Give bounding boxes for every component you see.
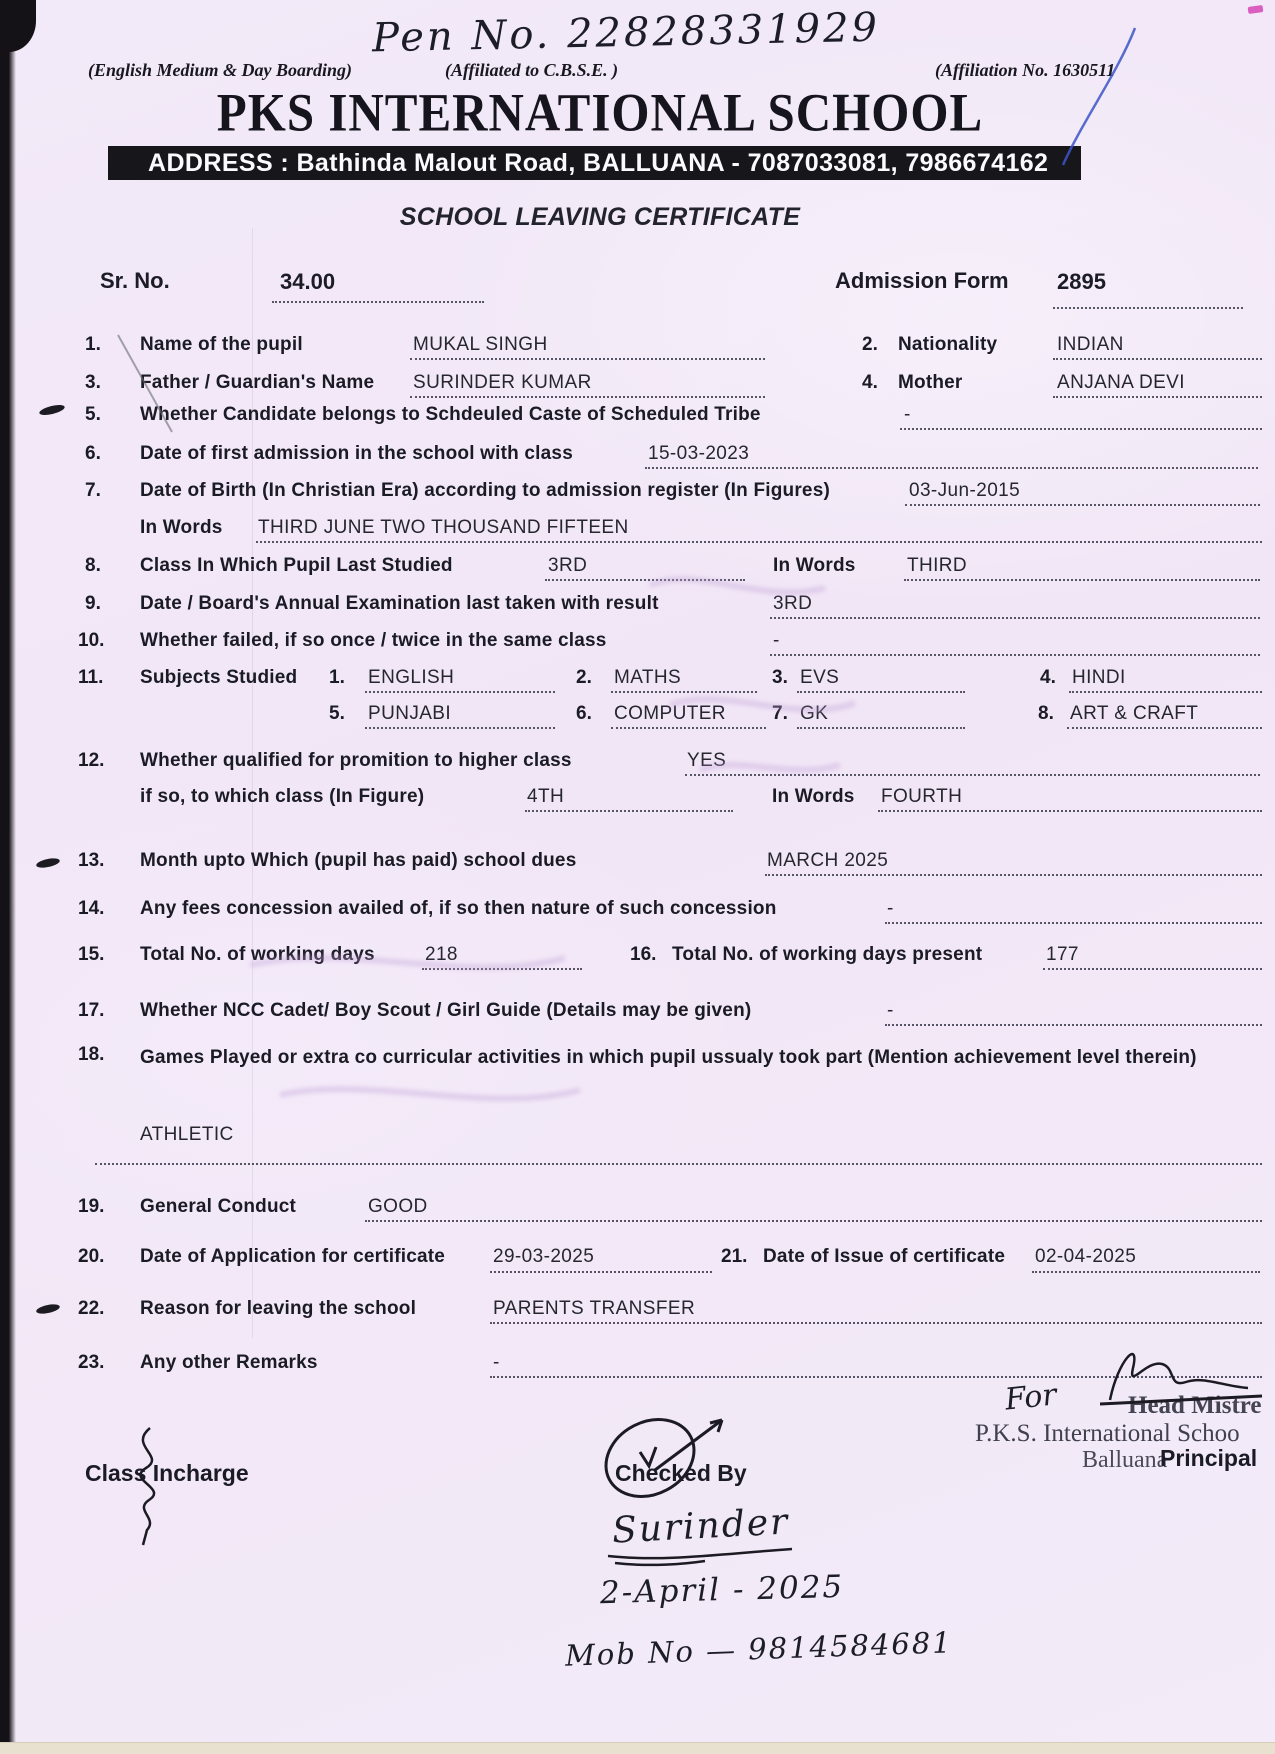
subject-7-number: 7. (772, 703, 788, 724)
dotted-line (765, 874, 1262, 876)
conduct-number: 19. (78, 1196, 105, 1217)
dotted-line (1069, 691, 1262, 693)
qualified-label: Whether qualified for promition to higher class (140, 750, 572, 771)
handwritten-date: 2-April - 2025 (599, 1568, 845, 1612)
dotted-line (797, 727, 965, 729)
class-incharge-label: Class Incharge (85, 1460, 249, 1486)
application-date-value: 29-03-2025 (493, 1246, 595, 1267)
handwritten-pen-number: Pen No. 22828331929 (371, 4, 881, 62)
sr-no-value: 34.00 (280, 269, 336, 294)
dotted-line (1043, 968, 1262, 970)
dotted-line (904, 579, 1260, 581)
dotted-line (1053, 307, 1243, 309)
working-days-number: 15. (78, 944, 105, 965)
issue-date-value: 02-04-2025 (1035, 1246, 1137, 1267)
last-exam-number: 9. (85, 593, 101, 614)
dotted-line (410, 396, 765, 398)
last-class-value: 3RD (548, 555, 588, 576)
dotted-line (365, 691, 555, 693)
qualified-words-label: In Words (772, 786, 855, 807)
dotted-line (685, 774, 1260, 776)
admission-form-value: 2895 (1057, 269, 1106, 294)
dotted-line (645, 467, 1258, 469)
nationality-value: INDIAN (1057, 334, 1124, 355)
dotted-line (770, 617, 1260, 619)
pupil-name-label: Name of the pupil (140, 334, 303, 355)
dotted-line (256, 541, 1262, 543)
dob-label: Date of Birth (In Christian Era) according to admission register (In Figures) (140, 480, 830, 501)
dotted-line (490, 1376, 1262, 1378)
affiliated-note: (Affiliated to C.B.S.E. ) (445, 60, 619, 80)
dob-value: 03-Jun-2015 (909, 480, 1021, 501)
first-admission-value: 15-03-2023 (648, 443, 750, 464)
subject-2-value: MATHS (614, 667, 682, 688)
dob-words-value: THIRD JUNE TWO THOUSAND FIFTEEN (258, 517, 629, 538)
subject-4-value: HINDI (1072, 667, 1126, 688)
qualified-words-value: FOURTH (881, 786, 963, 807)
scan-corner-blob (0, 0, 36, 52)
pupil-name-value: MUKAL SINGH (413, 334, 548, 355)
mother-name-value: ANJANA DEVI (1057, 372, 1185, 393)
subject-5-value: PUNJABI (368, 703, 452, 724)
subject-5-number: 5. (329, 703, 345, 724)
dotted-line (905, 504, 1260, 506)
dotted-line (1053, 396, 1262, 398)
ncc-number: 17. (78, 1000, 105, 1021)
dues-number: 13. (78, 850, 105, 871)
stamp-head-mistress: Head Mistre (1128, 1392, 1262, 1419)
subject-4-number: 4. (1040, 667, 1056, 688)
subject-3-number: 3. (772, 667, 788, 688)
concession-value: - (887, 898, 894, 919)
subject-2-number: 2. (576, 667, 592, 688)
dob-words-label: In Words (140, 517, 223, 538)
last-class-words-value: THIRD (907, 555, 968, 576)
dotted-line (422, 968, 582, 970)
working-days-label: Total No. of working days (140, 944, 375, 965)
subjects-number: 11. (78, 667, 104, 688)
scan-mark-magenta (1248, 5, 1264, 14)
qualified-value: YES (687, 750, 727, 771)
remarks-label: Any other Remarks (140, 1352, 318, 1373)
mother-name-number: 4. (862, 372, 878, 393)
dotted-line (1067, 727, 1262, 729)
concession-number: 14. (78, 898, 105, 919)
issue-date-label: Date of Issue of certificate (763, 1246, 1006, 1267)
paper-fold-line (252, 228, 253, 1338)
present-days-number: 16. (630, 944, 657, 965)
signature-underline (608, 1549, 792, 1565)
caste-label: Whether Candidate belongs to Schdeuled Caste of Scheduled Tribe (140, 404, 761, 425)
last-exam-value: 3RD (773, 593, 813, 614)
dotted-line (410, 358, 765, 360)
games-value: ATHLETIC (140, 1124, 234, 1145)
last-class-words-label: In Words (773, 555, 856, 576)
failed-label: Whether failed, if so once / twice in the same class (140, 630, 607, 651)
dotted-line (611, 727, 766, 729)
last-class-number: 8. (85, 555, 101, 576)
failed-value: - (773, 630, 780, 651)
application-date-number: 20. (78, 1246, 105, 1267)
working-days-value: 218 (425, 944, 458, 965)
qualified-sub-label: if so, to which class (In Figure) (140, 786, 425, 807)
dues-label: Month upto Which (pupil has paid) school dues (140, 850, 577, 871)
dotted-line (770, 654, 1260, 656)
dotted-line (797, 691, 965, 693)
stamp-school-name: P.K.S. International Schoo (975, 1420, 1240, 1447)
remarks-number: 23. (78, 1352, 105, 1373)
dotted-line (885, 922, 1262, 924)
last-class-label: Class In Which Pupil Last Studied (140, 555, 453, 576)
dues-value: MARCH 2025 (767, 850, 889, 871)
concession-label: Any fees concession availed of, if so then nature of such concession (140, 898, 777, 919)
caste-value: - (904, 404, 911, 425)
subject-8-value: ART & CRAFT (1070, 703, 1199, 724)
dotted-line (885, 1024, 1262, 1026)
caste-number: 5. (85, 404, 101, 425)
conduct-value: GOOD (368, 1196, 428, 1217)
dotted-line (365, 1220, 1262, 1222)
dob-number: 7. (85, 480, 101, 501)
medium-note: (English Medium & Day Boarding) (88, 60, 353, 80)
leaving-reason-value: PARENTS TRANSFER (493, 1298, 696, 1319)
checked-by-signature (592, 1405, 722, 1512)
dotted-line (272, 301, 484, 303)
subjects-label: Subjects Studied (140, 667, 298, 688)
checked-by-label: Checked By (615, 1460, 747, 1486)
games-number: 18. (78, 1044, 105, 1065)
last-exam-label: Date / Board's Annual Examination last taken with result (140, 593, 659, 614)
conduct-label: General Conduct (140, 1196, 297, 1217)
school-name: PKS INTERNATIONAL SCHOOL (216, 82, 984, 143)
subject-1-number: 1. (329, 667, 345, 688)
dotted-line (611, 691, 757, 693)
handwritten-signature-name: Surinder (611, 1501, 791, 1552)
games-label: Games Played or extra co curricular activities in which pupil ussualy took part (Mention achievement level therein) (140, 1047, 1197, 1068)
ncc-label: Whether NCC Cadet/ Boy Scout / Girl Guide (Details may be given) (140, 1000, 752, 1021)
address-bar: ADDRESS : Bathinda Malout Road, BALLUANA - 7087033081, 7986674162 (108, 146, 1081, 180)
dotted-line (95, 1163, 1262, 1165)
dotted-line (545, 579, 745, 581)
first-admission-number: 6. (85, 443, 101, 464)
qualified-number: 12. (78, 750, 105, 771)
subject-8-number: 8. (1038, 703, 1054, 724)
father-name-label: Father / Guardian's Name (140, 372, 375, 393)
stamp-balluana: Balluana (1082, 1447, 1168, 1473)
scan-edge-left (0, 0, 16, 1754)
subject-1-value: ENGLISH (368, 667, 455, 688)
present-days-label: Total No. of working days present (672, 944, 983, 965)
dotted-line (878, 810, 1262, 812)
document-title: SCHOOL LEAVING CERTIFICATE (399, 203, 801, 231)
admission-form-label: Admission Form (835, 268, 1009, 293)
handwritten-mobile: Mob No — 9814584681 (564, 1625, 954, 1673)
nationality-label: Nationality (898, 334, 998, 355)
pupil-name-number: 1. (85, 334, 101, 355)
dotted-line (490, 1271, 712, 1273)
ncc-value: - (887, 1000, 894, 1021)
father-name-number: 3. (85, 372, 101, 393)
sr-no-label: Sr. No. (100, 268, 170, 293)
principal-label: Principal (1160, 1445, 1258, 1471)
dotted-line (490, 1322, 1262, 1324)
dotted-line (365, 727, 555, 729)
application-date-label: Date of Application for certificate (140, 1246, 446, 1267)
first-admission-label: Date of first admission in the school with class (140, 443, 573, 464)
leaving-reason-label: Reason for leaving the school (140, 1298, 417, 1319)
handwritten-for-note: For (1003, 1377, 1059, 1418)
remarks-value: - (493, 1352, 500, 1373)
dotted-line (900, 428, 1262, 430)
leaving-reason-number: 22. (78, 1298, 105, 1319)
father-name-value: SURINDER KUMAR (413, 372, 592, 393)
subject-7-value: GK (800, 703, 829, 724)
dotted-line (525, 810, 733, 812)
scan-edge-bottom (0, 1742, 1275, 1754)
subject-6-number: 6. (576, 703, 592, 724)
subject-3-value: EVS (800, 667, 840, 688)
qualified-sub-value: 4TH (527, 786, 565, 807)
dotted-line (1053, 358, 1262, 360)
mother-name-label: Mother (898, 372, 963, 393)
failed-number: 10. (78, 630, 105, 651)
nationality-number: 2. (862, 334, 878, 355)
subject-6-value: COMPUTER (614, 703, 726, 724)
present-days-value: 177 (1046, 944, 1079, 965)
issue-date-number: 21. (721, 1246, 748, 1267)
dotted-line (1032, 1271, 1260, 1273)
affiliation-number-note: (Affiliation No. 1630511 (935, 60, 1116, 80)
margin-ink-smudges (35, 403, 65, 1315)
